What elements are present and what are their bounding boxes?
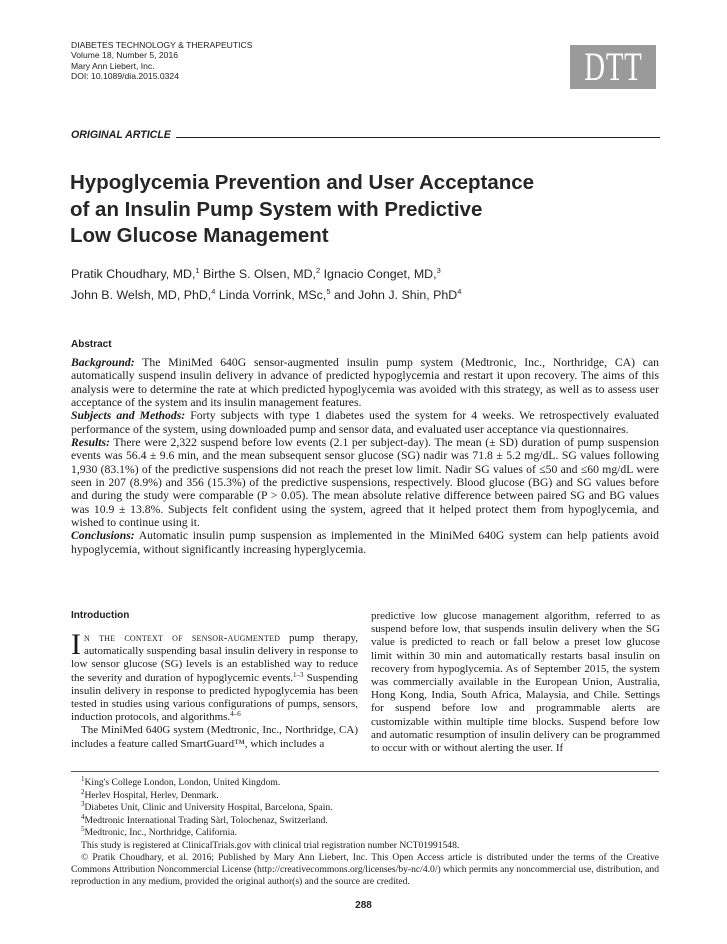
author-name: Ignacio Conget, MD,	[323, 267, 437, 281]
author-line	[71, 264, 461, 285]
affiliation-marker: 4	[457, 287, 462, 296]
footnote-text: Herlev Hospital, Herlev, Denmark.	[84, 789, 219, 801]
footnote-marker: 5	[81, 825, 85, 833]
footnote	[81, 802, 459, 815]
section-label: Conclusions:	[71, 529, 135, 543]
author-name: John B. Welsh, MD, PhD,	[71, 288, 212, 302]
intro-paragraph: The MiniMed 640G system (Medtronic, Inc., Northridge, CA) includes a feature called SmartGuard™, which includes a	[71, 724, 358, 750]
article-doi: DOI: 10.1089/dia.2015.0324	[71, 71, 179, 82]
author-line	[71, 285, 461, 306]
footnote-text: Medtronic, Inc., Northridge, California.	[84, 827, 237, 838]
header-rule	[176, 137, 660, 138]
paragraph-text: pump therapy, automatically suspending basal insulin delivery in response to low sensor glucose (SG) levels is an established way to reduce the severity and duration of hypoglycemic events.	[71, 632, 358, 684]
abstract-methods	[71, 409, 659, 436]
left-column	[71, 628, 358, 751]
section-label: Results:	[71, 436, 110, 450]
section-text: The MiniMed 640G sensor-augmented insulin pump system (Medtronic, Inc., Northridge, CA) can automatically suspend insulin delivery in advance of predicted hypoglycemia and restart it upon recovery. The aims of this analysis were to determine the rate at which predicted hypoglycemia was avoided with this strategy, as well as to assess user acceptance of the system and its insulin management features.	[71, 356, 659, 410]
section-text: Forty subjects with type 1 diabetes used the system for 4 weeks. We retrospectively evaluated performance of the system, using downloaded pump and sensor data, and evaluated user acceptance via questionnaires.	[71, 409, 660, 436]
footnote	[81, 812, 459, 828]
abstract-background	[71, 356, 659, 409]
right-column	[371, 610, 660, 755]
author-name: and John J. Shin, PhD	[333, 288, 458, 302]
affiliation-marker: 3	[436, 266, 441, 275]
footnote-text: This study is registered at ClinicalTrials.gov with clinical trial registration number NCT01991548.	[81, 839, 460, 851]
author-name: Birthe S. Olsen, MD,	[203, 267, 316, 281]
abstract-heading: Abstract	[71, 339, 112, 350]
affiliation-marker: 4	[211, 287, 216, 296]
journal-logo	[570, 45, 656, 89]
journal-logo-text: DTT	[583, 44, 643, 89]
affiliation-marker: 2	[315, 266, 321, 275]
license-notice: © Pratik Choudhary, et al. 2016; Published by Mary Ann Liebert, Inc. This Open Access article is distributed under the terms of the Creative Commons Attribution Noncommercial License (http://creativecommons.org/licenses/by-nc/4.0/) which permits any noncommercial use, distribution, and reproduction in any medium, provided the original author(s) and the source are credited.	[71, 852, 659, 887]
lead-in: n the context of sensor-augmented	[84, 632, 281, 644]
affiliation-marker: 1	[195, 266, 200, 275]
author-name: Pratik Choudhary, MD,	[71, 267, 196, 281]
reference-marker: 4–6	[230, 710, 241, 719]
footnote-marker: 3	[81, 800, 85, 808]
abstract-results	[71, 436, 659, 529]
section-label: Subjects and Methods:	[71, 409, 186, 423]
section-label: Background:	[71, 356, 135, 369]
footnote-marker: 4	[81, 812, 85, 821]
footnote-text: Diabetes Unit, Clinic and University Hospital, Barcelona, Spain.	[84, 802, 333, 813]
affiliation-marker: 5	[326, 287, 331, 296]
footnote	[81, 840, 459, 853]
footnote	[81, 827, 459, 840]
drop-cap: I	[71, 628, 81, 661]
journal-volume: Volume 18, Number 5, 2016	[71, 50, 179, 61]
title-line: of an Insulin Pump System with Predictive	[70, 197, 483, 221]
title-line: Hypoglycemia Prevention and User Acceptance	[70, 171, 535, 194]
intro-paragraph: predictive low glucose management algorithm, referred to as suspend before low, that suspends insulin delivery when the SG value is predicted to reach or fall below a preset low glucose limit within 30 min and automatically restarts basal insulin on recovery from hypoglycemia. As of September 2015, the system was commercially available in the European Union, Australia, Hong Kong, India, South Africa, Malaysia, and Chile. Settings for suspend before low and programmable alerts are customizable within multiple time blocks. Suspend before low and automatic resumption of insulin delivery can be programmed to occur with or without alerting the user. If	[371, 610, 660, 755]
title-line: Low Glucose Management	[70, 224, 329, 247]
page-number: 288	[355, 900, 372, 911]
footnote-text: Medtronic International Trading Sàrl, Tolochenaz, Switzerland.	[84, 814, 328, 826]
author-list	[71, 264, 461, 306]
paragraph-text: Suspending insulin delivery in response to predicted hypoglycemia has been tested in studies using various configurations of pumps, sensors, induction protocols, and algorithms.	[71, 671, 358, 724]
article-title	[70, 170, 590, 250]
footnote-marker: 2	[81, 787, 85, 796]
abstract-conclusions	[71, 529, 659, 556]
footnote-marker: 1	[81, 775, 85, 783]
affiliation-footnotes	[81, 777, 459, 852]
footnote	[81, 777, 459, 790]
journal-publisher: Mary Ann Liebert, Inc.	[71, 60, 155, 71]
footnote	[81, 787, 459, 803]
section-text: Automatic insulin pump suspension as implemented in the MiniMed 640G system can help patients avoid hypoglycemia, without significantly increasing hyperglycemia.	[71, 529, 659, 556]
intro-paragraph	[71, 628, 358, 724]
introduction-heading: Introduction	[71, 610, 130, 621]
journal-header	[71, 40, 252, 82]
article-type: ORIGINAL ARTICLE	[71, 129, 171, 141]
footnote-text: King's College London, London, United Kingdom.	[84, 777, 281, 788]
author-name: Linda Vorrink, MSc,	[218, 288, 327, 302]
journal-name: DIABETES TECHNOLOGY & THERAPEUTICS	[71, 40, 253, 50]
reference-marker: 1–3	[293, 670, 304, 679]
footnote-rule	[71, 771, 659, 772]
section-text: There were 2,322 suspend before low events (2.1 per subject-day). The mean (± SD) duration of pump suspension events was 56.4 ± 9.6 min, and the mean subsequent sensor glucose (SG) nadir was 71.8 ± 5.2 mg/dL. SG values following 1,930 (83.1%) of the predictive suspensions did not reach the preset low limit. Nadir SG values of ≤50 and ≤60 mg/dL were seen in 207 (8.9%) and 356 (15.3%) of the predictive suspensions, respectively. Blood glucose (BG) and SG values before and during the study were comparable (P > 0.05). The mean absolute relative difference between paired SG and BG values was 10.9 ± 13.8%. Subjects felt confident using the system, agreed that it helped protect them from hypoglycemia, and wished to continue using it.	[71, 436, 659, 530]
abstract-body	[71, 356, 659, 556]
